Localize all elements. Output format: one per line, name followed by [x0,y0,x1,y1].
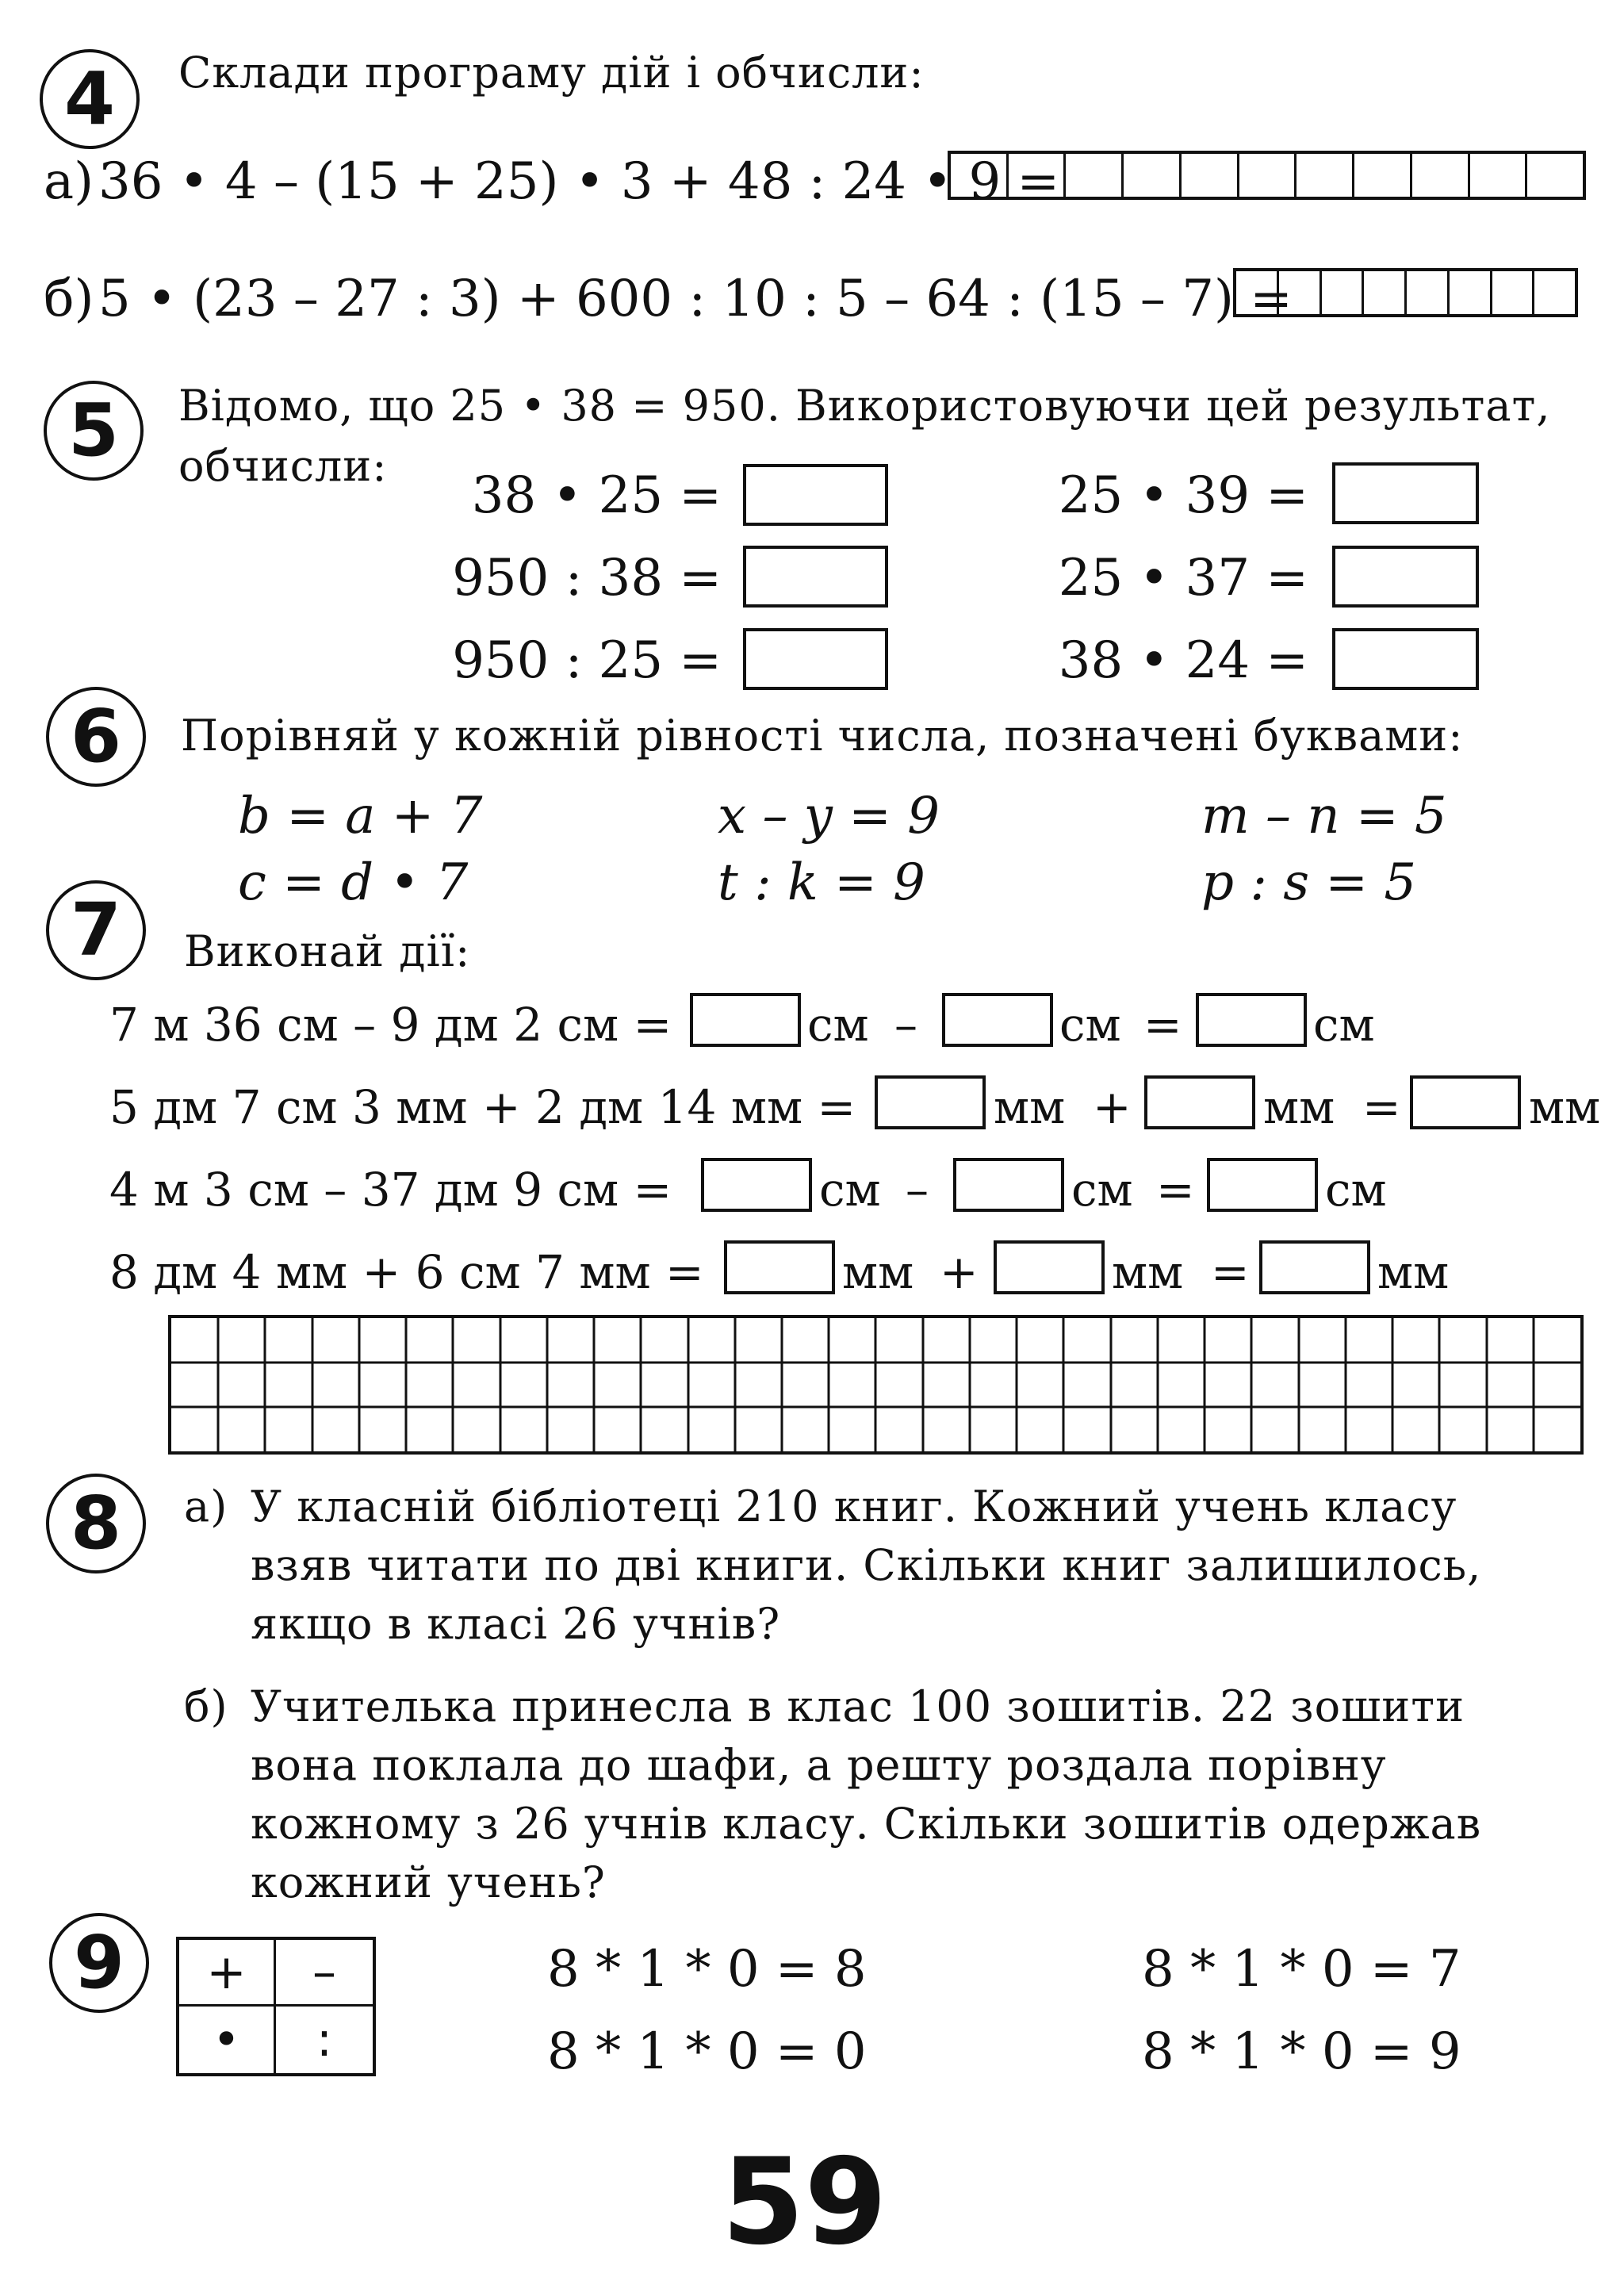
task-7-answer-box[interactable] [1410,1075,1521,1129]
operation-signs-table [176,1937,376,2076]
task-6-equation: m – n = 5 [1201,787,1447,845]
task-7-answer-box[interactable] [701,1158,812,1212]
task-5-answer-box[interactable] [1332,462,1479,524]
task-7-answer-box[interactable] [942,993,1053,1047]
task-7-operator: – [906,1163,929,1217]
task-4b-answer-cells[interactable] [1233,268,1578,317]
divide-sign: : [316,2012,333,2068]
task-7-answer-box[interactable] [994,1240,1105,1294]
task-9-equation: 8 * 1 * 0 = 8 [547,1940,867,1999]
task-7-operator: + [1093,1080,1132,1134]
task-8-number: 8 [46,1474,146,1573]
task-8a-label: а) [184,1481,228,1531]
task-7-expression: 4 м 3 см – 37 дм 9 см = [109,1163,672,1217]
task-9-number: 9 [49,1913,149,2013]
task-5-left-eq: 950 : 25 = [452,631,722,690]
work-grid-lines [171,1318,1580,1451]
task-7-unit: мм [1263,1080,1335,1134]
task-7-instruction: Виконай дії: [184,926,471,976]
task-7-answer-box[interactable] [690,993,801,1047]
task-4a-label: а) [44,152,94,211]
minus-sign: – [276,1940,373,2007]
task-8b-line: кожний учень? [251,1857,606,1907]
task-8b-line: кожному з 26 учнів класу. Скільки зошитів одержав [251,1799,1482,1849]
task-7-number: 7 [46,880,146,980]
task-7-expression: 8 дм 4 мм + 6 см 7 мм = [109,1245,704,1299]
task-9-equation: 8 * 1 * 0 = 9 [1142,2022,1461,2081]
task-7-unit: мм [1112,1245,1184,1299]
task-7-answer-box[interactable] [1144,1075,1255,1129]
task-6-instruction: Порівняй у кожній рівності числа, позначені буквами: [181,711,1464,761]
task-7-unit: см [1325,1163,1387,1217]
task-5-answer-box[interactable] [743,628,888,690]
task-6-equation: p : s = 5 [1201,853,1417,912]
task-4b-label: б) [44,270,94,328]
task-7-unit: мм [842,1245,914,1299]
task-6-equation: c = d • 7 [238,853,469,912]
task-5-answer-box[interactable] [1332,546,1479,608]
task-6-equation: t : k = 9 [718,853,925,912]
task-8a-line: якщо в класі 26 учнів? [251,1599,781,1649]
task-5-number: 5 [44,381,144,481]
task-5-left-eq: 38 • 25 = [471,466,722,525]
task-5-text-line1: Відомо, що 25 • 38 = 950. Використовуючи цей результат, [178,381,1551,431]
task-4a-answer-cells[interactable] [948,151,1586,200]
page-number: 59 [722,2133,887,2271]
task-8b-line: вона поклала до шафи, а решту роздала порівну [251,1740,1387,1790]
task-5-answer-box[interactable] [1332,628,1479,690]
task-7-equals: = [1156,1163,1195,1217]
task-7-equals: = [1362,1080,1401,1134]
task-7-expression: 5 дм 7 см 3 мм + 2 дм 14 мм = [109,1080,856,1134]
task-7-answer-box[interactable] [1207,1158,1318,1212]
task-5-right-eq: 25 • 39 = [1058,466,1308,525]
task-7-unit: см [1059,998,1121,1052]
task-7-answer-box[interactable] [724,1240,835,1294]
task-7-operator: – [894,998,917,1052]
task-5-right-eq: 38 • 24 = [1058,631,1308,690]
task-7-answer-box[interactable] [1196,993,1307,1047]
task-8b-label: б) [184,1681,228,1731]
task-4a-expression: 36 • 4 – (15 + 25) • 3 + 48 : 24 • 9 = [98,152,1060,211]
task-8b-line: Учителька принесла в клас 100 зошитів. 22 зошити [251,1681,1465,1731]
plus-sign: + [179,1940,276,2007]
task-7-operator: + [940,1245,979,1299]
task-4-instruction: Склади програму дій і обчисли: [178,48,925,98]
task-5-answer-box[interactable] [743,464,888,526]
task-7-unit: мм [1529,1080,1601,1134]
task-7-answer-box[interactable] [1259,1240,1370,1294]
task-9-equation: 8 * 1 * 0 = 0 [547,2022,867,2081]
task-5-answer-box[interactable] [743,546,888,608]
task-6-number: 6 [46,687,146,787]
task-7-unit: см [819,1163,881,1217]
task-7-answer-box[interactable] [953,1158,1064,1212]
task-7-unit: см [1313,998,1375,1052]
task-7-answer-box[interactable] [875,1075,986,1129]
task-4-number: 4 [40,49,140,149]
task-6-equation: x – y = 9 [718,787,940,845]
task-5-left-eq: 950 : 38 = [452,549,722,608]
task-7-equals: = [1211,1245,1250,1299]
task-9-equation: 8 * 1 * 0 = 7 [1142,1940,1461,1999]
task-8a-line: взяв читати по дві книги. Скільки книг залишилось, [251,1540,1482,1590]
task-7-unit: мм [994,1080,1066,1134]
task-7-unit: мм [1377,1245,1450,1299]
task-7-equals: = [1143,998,1182,1052]
task-7-unit: см [807,998,869,1052]
task-6-equation: b = a + 7 [238,787,483,845]
task-7-unit: см [1071,1163,1133,1217]
task-5-right-eq: 25 • 37 = [1058,549,1308,608]
task-5-text-line2: обчисли: [178,441,388,491]
task-4b-expression: 5 • (23 – 27 : 3) + 600 : 10 : 5 – 64 : (15 – 7) = [98,270,1293,328]
task-7-expression: 7 м 36 см – 9 дм 2 см = [109,998,672,1052]
multiply-sign: • [179,2007,276,2073]
task-8a-line: У класній бібліотеці 210 книг. Кожний учень класу [251,1481,1457,1531]
work-grid[interactable] [168,1315,1584,1455]
